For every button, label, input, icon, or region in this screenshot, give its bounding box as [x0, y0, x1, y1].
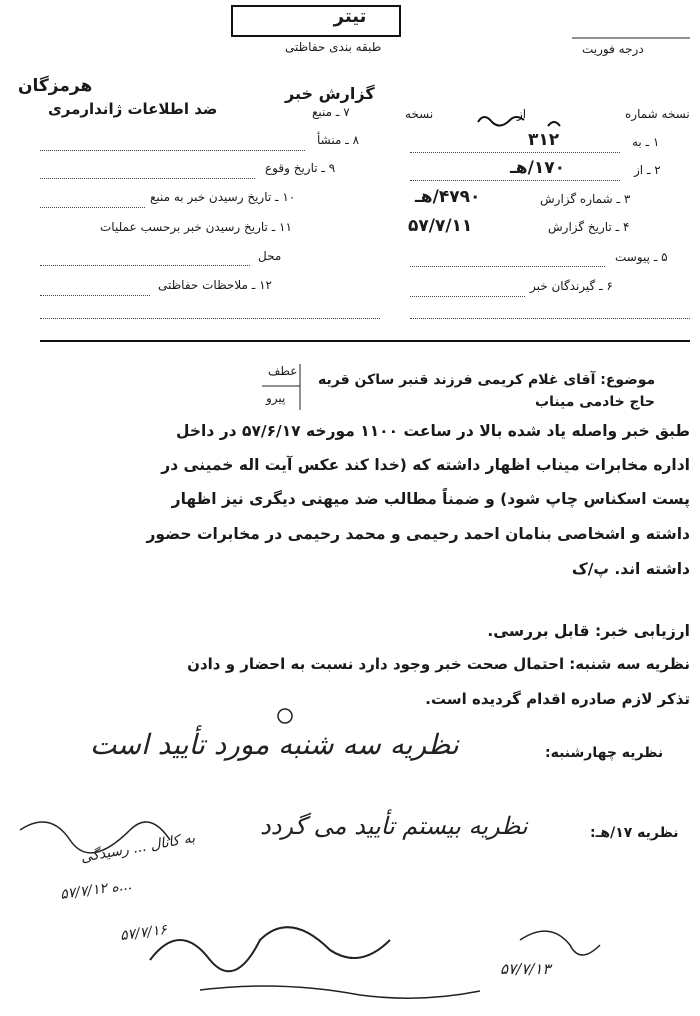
- field-attachment-label: ۵ ـ پیوست: [615, 250, 668, 264]
- field-report-date-label: ۴ ـ تاریخ گزارش: [548, 220, 630, 234]
- body-line-4: داشته و اشخاصی بنامان احمد رحیمی و محمد رحیمی در مخابرات حضور: [146, 525, 690, 543]
- subject-ref-label: عطف: [268, 364, 298, 378]
- body-line-5: داشته اند. پ/ک: [571, 560, 690, 578]
- field-security-notes-dots-2: [40, 318, 380, 319]
- margin-note-1: به کانال ... رسیدگی: [79, 830, 197, 866]
- subject-followup-label: پیرو: [266, 391, 286, 405]
- field-report-number-label: ۳ ـ شماره گزارش: [540, 192, 631, 206]
- field-event-date-dots: [40, 178, 255, 179]
- tuesday-opinion-2: تذکر لازم صادره اقدام گردیده است.: [425, 690, 690, 708]
- form-title: گزارش خبر: [285, 84, 375, 103]
- wednesday-opinion-handwritten: نظریه سه شنبه مورد تأیید است: [90, 728, 459, 761]
- field-attachment-dots: [410, 266, 605, 267]
- copy-label: نسخه: [405, 107, 434, 121]
- small-circle-mark: [278, 709, 292, 723]
- tuesday-opinion: نظریه سه شنبه: احتمال صحت خبر وجود دارد نسبت به احضار و دادن: [187, 655, 690, 673]
- field-recipients-dots: [410, 296, 525, 297]
- field-from-label: ۲ ـ از: [634, 163, 661, 177]
- body-line-2: اداره مخابرات میناب اظهار داشته که (خدا کند عکس آیت اله خمینی در: [161, 456, 690, 474]
- field-origin-dots: [40, 150, 305, 151]
- margin-note-2: ...ه ۵۷/۷/۱۲: [59, 877, 133, 903]
- field-from-value: ۱۷۰/هـ: [510, 158, 565, 178]
- priority-label: درجه فوریت: [582, 42, 644, 56]
- bottom-date: ۵۷/۷/۱۳: [500, 960, 551, 978]
- city-heading: هرمزگان: [18, 76, 93, 96]
- field-to-dots: [410, 152, 620, 153]
- copy-from-label: از: [517, 107, 527, 121]
- subject-line-1: موضوع: آقای غلام کریمی فرزند قنبر ساکن قریه: [318, 372, 656, 388]
- security-class-label: طبقه بندی حفاظتی: [285, 40, 382, 54]
- subject-line-2: حاج خادمی میناب: [535, 394, 655, 410]
- initial-scribble: [520, 931, 600, 955]
- field-report-date-value: ۵۷/۷/۱۱: [408, 216, 473, 236]
- body-line-1: طبق خبر واصله یاد شده بالا در ساعت ۱۱۰۰ مورخه ۵۷/۶/۱۷ در داخل: [176, 422, 690, 440]
- copy-scribble-2: [548, 122, 560, 126]
- field-security-notes-label: ۱۲ ـ ملاحظات حفاظتی: [158, 278, 272, 292]
- field-security-notes-dots: [40, 295, 150, 296]
- copy-number-label: نسخه شماره: [625, 107, 690, 121]
- body-line-3: پست اسکناس چاپ شود) و ضمناً مطالب ضد میهنی دیگری نیز اظهار: [171, 490, 690, 508]
- top-stamp: تیتر: [333, 6, 367, 27]
- field-to-label: ۱ ـ به: [632, 135, 660, 149]
- margin-note-3: ۵۷/۷/۱۶: [119, 921, 168, 945]
- field-from-dots: [410, 180, 620, 181]
- signature-scribble: [150, 927, 390, 971]
- wednesday-opinion-label: نظریه چهارشنبه:: [545, 745, 664, 761]
- field-source-value: ضد اطلاعات ژاندارمری: [48, 100, 218, 118]
- field-ops-received-label: ۱۱ ـ تاریخ رسیدن خبر برحسب عملیات: [100, 220, 292, 234]
- field-event-date-label: ۹ ـ تاریخ وقوع: [265, 161, 336, 175]
- field-location-label: محل: [258, 249, 282, 263]
- field-report-number-value: ۴۷۹۰/هـ: [415, 187, 481, 207]
- field-source-label: ۷ ـ منبع: [312, 105, 350, 119]
- field-origin-label: ۸ ـ منشأ: [317, 133, 360, 147]
- evaluation: ارزیابی خبر: قابل بررسی.: [487, 622, 690, 640]
- field-recipients-label: ۶ ـ گیرندگان خبر: [530, 279, 613, 293]
- field-source-received-label: ۱۰ ـ تاریخ رسیدن خبر به منبع: [150, 190, 296, 204]
- field-location-dots: [40, 265, 250, 266]
- final-opinion-handwritten: نظریه بیستم تأیید می گردد: [260, 812, 528, 840]
- field-recipients-dots-2: [410, 318, 690, 319]
- field-to-value: ۳۱۲: [528, 130, 560, 150]
- signature-underline: [200, 986, 480, 998]
- final-opinion-label: نظریه ۱۷/هـ:: [590, 825, 679, 841]
- field-source-received-dots: [40, 207, 145, 208]
